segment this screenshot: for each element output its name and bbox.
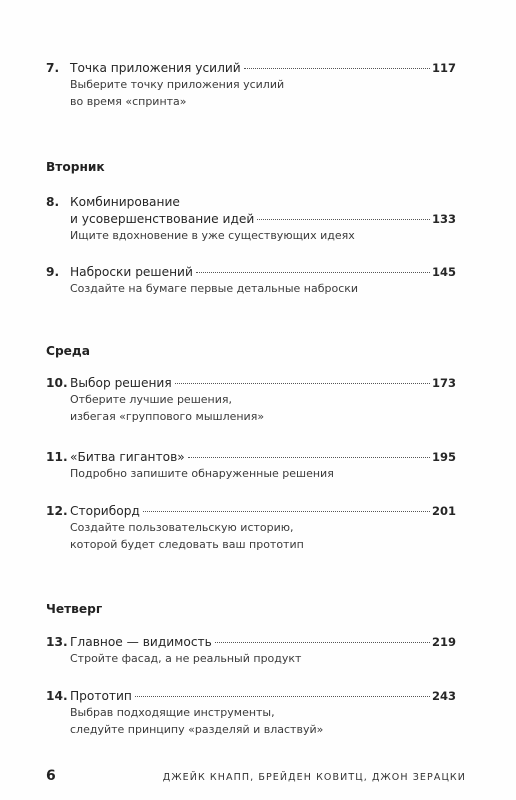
toc-entry-heading <box>46 449 456 466</box>
chapter-description: Стройте фасад, а не реальный продукт <box>70 652 302 665</box>
chapter-number: 7. <box>46 61 60 75</box>
page-number: 133 <box>431 212 456 226</box>
toc-entry-heading <box>46 211 456 228</box>
chapter-title: Главное — видимость <box>70 635 212 649</box>
chapter-title: Наброски решений <box>70 265 193 279</box>
toc-entry-10[interactable] <box>46 375 456 425</box>
chapter-number: 8. <box>46 195 60 209</box>
chapter-description: Отберите лучшие решения, <box>70 393 232 406</box>
dot-leader <box>244 68 430 69</box>
toc-entry-heading <box>46 375 456 392</box>
chapter-title: «Битва гигантов» <box>70 450 185 464</box>
chapter-number: 10. <box>46 376 68 390</box>
toc-entry-7[interactable] <box>46 60 456 110</box>
chapter-description: Создайте пользовательскую историю, <box>70 521 294 534</box>
chapter-description: Выбрав подходящие инструменты, <box>70 706 275 719</box>
day-heading-tuesday: Вторник <box>46 160 105 174</box>
page-number: 219 <box>431 635 456 649</box>
dot-leader <box>143 511 430 512</box>
chapter-description: которой будет следовать ваш прототип <box>70 537 304 551</box>
toc-entry-13[interactable] <box>46 634 456 668</box>
toc-entry-14[interactable] <box>46 688 456 738</box>
page-number: 173 <box>431 376 456 390</box>
chapter-title-line-1: Комбинирование <box>70 195 180 209</box>
chapter-title: Выбор решения <box>70 376 172 390</box>
chapter-number: 14. <box>46 689 68 703</box>
chapter-description: избегая «группового мышления» <box>70 409 265 423</box>
page-number: 117 <box>431 61 456 75</box>
dot-leader <box>215 642 430 643</box>
dot-leader <box>196 272 430 273</box>
toc-entry-9[interactable] <box>46 264 456 298</box>
toc-entry-heading <box>46 503 456 520</box>
page-number: 201 <box>431 504 456 518</box>
chapter-number: 13. <box>46 635 68 649</box>
chapter-description: Подробно запишите обнаруженные решения <box>70 467 334 480</box>
toc-entry-heading <box>46 264 456 281</box>
page-number: 145 <box>431 265 456 279</box>
toc-entry-heading <box>46 688 456 705</box>
chapter-number: 11. <box>46 450 68 464</box>
chapter-description: Выберите точку приложения усилий <box>70 78 285 91</box>
page-number: 195 <box>431 450 456 464</box>
toc-entry-heading <box>46 634 456 651</box>
toc-entry-12[interactable] <box>46 503 456 553</box>
dot-leader <box>257 219 430 220</box>
dot-leader <box>175 383 430 384</box>
chapter-description: Ищите вдохновение в уже существующих идеях <box>70 229 355 242</box>
chapter-description: во время «спринта» <box>70 94 187 108</box>
chapter-description: Создайте на бумаге первые детальные наброски <box>70 282 359 295</box>
chapter-description: следуйте принципу «разделяй и властвуй» <box>70 722 324 736</box>
page-folio: 6 <box>46 768 56 784</box>
toc-entry-heading <box>46 60 456 77</box>
chapter-number: 12. <box>46 504 68 518</box>
day-heading-thursday: Четверг <box>46 602 103 616</box>
chapter-title: Точка приложения усилий <box>70 61 241 75</box>
toc-entry-8[interactable] <box>46 194 456 245</box>
chapter-title: и усовершенствование идей <box>70 212 255 226</box>
chapter-number: 9. <box>46 265 60 279</box>
chapter-title: Прототип <box>70 689 132 703</box>
day-heading-wednesday: Среда <box>46 344 91 358</box>
running-footer-authors: ДЖЕЙК КНАПП, БРЕЙДЕН КОВИТЦ, ДЖОН ЗЕРАЦКИ <box>162 772 466 783</box>
dot-leader <box>188 457 430 458</box>
page-number: 243 <box>431 689 456 703</box>
chapter-title: Сториборд <box>70 504 140 518</box>
dot-leader <box>135 696 430 697</box>
toc-entry-11[interactable] <box>46 449 456 483</box>
